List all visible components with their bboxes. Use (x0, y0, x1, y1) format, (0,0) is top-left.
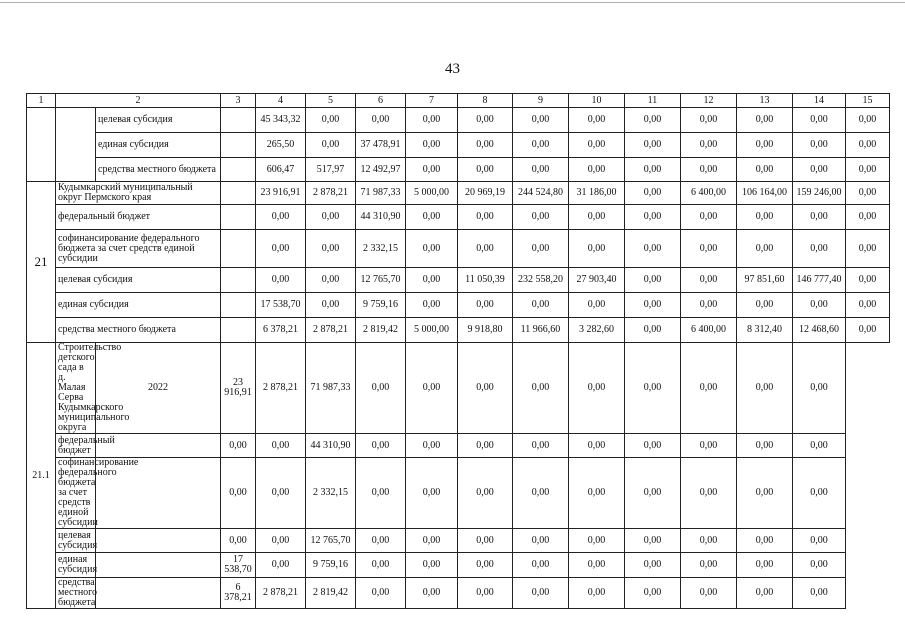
value-cell-col-6: 37 478,91 (356, 133, 406, 158)
row-label: средства местного бюджета (96, 158, 221, 182)
value-cell-col-11: 0,00 (569, 553, 625, 578)
value-cell-col-10: 0,00 (569, 230, 625, 268)
value-cell-col-10: 0,00 (513, 343, 569, 434)
value-cell-col-8: 0,00 (406, 553, 458, 578)
value-cell-col-7: 0,00 (406, 158, 458, 182)
budget-table (26, 93, 890, 609)
table-row (27, 108, 890, 133)
value-cell-col-6: 0,00 (356, 108, 406, 133)
value-cell-col-5: 2 878,21 (256, 343, 306, 434)
value-cell-col-7: 0,00 (356, 434, 406, 458)
value-cell-col-15: 0,00 (846, 182, 890, 205)
table-row (27, 434, 890, 458)
value-cell-col-7: 0,00 (356, 553, 406, 578)
value-cell-col-7: 0,00 (406, 230, 458, 268)
year-cell (221, 293, 256, 318)
value-cell-col-15: 0,00 (846, 133, 890, 158)
value-cell-col-12: 0,00 (681, 205, 737, 230)
year-cell (96, 553, 221, 578)
row-label: единая субсидия (96, 133, 221, 158)
value-cell-col-7: 0,00 (356, 458, 406, 529)
subnumber-cell (56, 108, 96, 182)
value-cell-col-13: 0,00 (681, 553, 737, 578)
value-cell-col-15: 0,00 (793, 434, 846, 458)
value-cell-col-7: 5 000,00 (406, 182, 458, 205)
value-cell-col-12: 0,00 (625, 578, 681, 609)
value-cell-col-8: 20 969,19 (458, 182, 513, 205)
value-cell-col-10: 0,00 (569, 108, 625, 133)
value-cell-col-14: 0,00 (737, 458, 793, 529)
table-row (27, 133, 890, 158)
table-row (27, 158, 890, 182)
value-cell-col-13: 0,00 (681, 578, 737, 609)
value-cell-col-13: 0,00 (737, 158, 793, 182)
value-cell-col-13: 0,00 (737, 293, 793, 318)
value-cell-col-11: 0,00 (625, 133, 681, 158)
value-cell-col-10: 0,00 (513, 529, 569, 553)
value-cell-col-11: 0,00 (625, 230, 681, 268)
value-cell-col-14: 0,00 (737, 553, 793, 578)
value-cell-col-10: 0,00 (513, 434, 569, 458)
row-label: софинансирование федерального бюджета за счет средств единой субсидии (56, 458, 96, 529)
value-cell-col-7: 0,00 (356, 578, 406, 609)
year-cell (221, 205, 256, 230)
table-row (27, 553, 890, 578)
table-row (27, 578, 890, 609)
value-cell-col-15: 0,00 (846, 268, 890, 293)
page-number: 43 (445, 61, 460, 77)
value-cell-col-13: 0,00 (681, 529, 737, 553)
value-cell-col-10: 0,00 (569, 205, 625, 230)
table-row (27, 343, 890, 434)
value-cell-col-11: 0,00 (625, 108, 681, 133)
value-cell-col-12: 0,00 (625, 458, 681, 529)
value-cell-col-13: 0,00 (737, 108, 793, 133)
year-cell (96, 529, 221, 553)
year-cell (221, 268, 256, 293)
value-cell-col-15: 0,00 (846, 318, 890, 343)
section-top (27, 108, 890, 182)
value-cell-col-5: 0,00 (306, 133, 356, 158)
table-row (27, 529, 890, 553)
value-cell-col-12: 0,00 (681, 108, 737, 133)
value-cell-col-5: 0,00 (306, 205, 356, 230)
value-cell-col-11: 0,00 (625, 268, 681, 293)
value-cell-col-5: 0,00 (256, 458, 306, 529)
value-cell-col-8: 0,00 (458, 158, 513, 182)
row-label: целевая субсидия (96, 108, 221, 133)
value-cell-col-4: 17 538,70 (221, 553, 256, 578)
value-cell-col-14: 0,00 (793, 133, 846, 158)
value-cell-col-8: 0,00 (458, 205, 513, 230)
value-cell-col-9: 244 524,80 (513, 182, 569, 205)
header-cell-5: 5 (306, 94, 356, 108)
value-cell-col-9: 0,00 (458, 553, 513, 578)
header-cell-2: 2 (56, 94, 221, 108)
value-cell-col-14: 0,00 (793, 230, 846, 268)
value-cell-col-6: 71 987,33 (356, 182, 406, 205)
value-cell-col-9: 0,00 (458, 434, 513, 458)
value-cell-col-5: 0,00 (256, 434, 306, 458)
header-cell-11: 11 (625, 94, 681, 108)
value-cell-col-9: 0,00 (513, 133, 569, 158)
row-label: софинансирование федерального бюджета за счет средств единой субсидии (56, 230, 221, 268)
value-cell-col-7: 0,00 (356, 529, 406, 553)
value-cell-col-8: 0,00 (406, 434, 458, 458)
value-cell-col-6: 44 310,90 (306, 434, 356, 458)
value-cell-col-11: 0,00 (569, 434, 625, 458)
value-cell-col-11: 0,00 (625, 318, 681, 343)
value-cell-col-7: 0,00 (356, 343, 406, 434)
value-cell-col-15: 0,00 (846, 108, 890, 133)
header-cell-12: 12 (681, 94, 737, 108)
value-cell-col-6: 12 765,70 (356, 268, 406, 293)
value-cell-col-8: 0,00 (458, 230, 513, 268)
value-cell-col-7: 0,00 (406, 268, 458, 293)
value-cell-col-12: 0,00 (681, 158, 737, 182)
value-cell-col-9: 0,00 (458, 343, 513, 434)
value-cell-col-9: 11 966,60 (513, 318, 569, 343)
value-cell-col-5: 2 878,21 (306, 318, 356, 343)
value-cell-col-4: 17 538,70 (256, 293, 306, 318)
value-cell-col-5: 0,00 (306, 108, 356, 133)
value-cell-col-6: 12 492,97 (356, 158, 406, 182)
section-21-1 (27, 343, 890, 609)
value-cell-col-12: 0,00 (681, 268, 737, 293)
header-cell-1: 1 (27, 94, 56, 108)
value-cell-col-12: 0,00 (625, 553, 681, 578)
item-number-21: 21 (27, 182, 56, 343)
value-cell-col-6: 12 765,70 (306, 529, 356, 553)
value-cell-col-11: 0,00 (625, 293, 681, 318)
value-cell-col-14: 0,00 (737, 343, 793, 434)
value-cell-col-8: 0,00 (406, 458, 458, 529)
value-cell-col-8: 0,00 (406, 529, 458, 553)
value-cell-col-9: 0,00 (458, 529, 513, 553)
value-cell-col-10: 0,00 (513, 458, 569, 529)
value-cell-col-8: 0,00 (406, 578, 458, 609)
value-cell-col-15: 0,00 (846, 293, 890, 318)
table-row (27, 205, 890, 230)
value-cell-col-4: 23 916,91 (256, 182, 306, 205)
header-cell-13: 13 (737, 94, 793, 108)
value-cell-col-11: 0,00 (625, 205, 681, 230)
value-cell-col-5: 2 878,21 (256, 578, 306, 609)
value-cell-col-14: 0,00 (793, 205, 846, 230)
row-label: средства местного бюджета (56, 578, 96, 609)
year-cell (96, 578, 221, 609)
value-cell-col-6: 9 759,16 (356, 293, 406, 318)
value-cell-col-4: 23 916,91 (221, 343, 256, 434)
value-cell-col-9: 0,00 (513, 108, 569, 133)
header-cell-15: 15 (846, 94, 890, 108)
value-cell-col-9: 0,00 (513, 205, 569, 230)
value-cell-col-8: 0,00 (458, 293, 513, 318)
header-cell-4: 4 (256, 94, 306, 108)
value-cell-col-10: 0,00 (569, 158, 625, 182)
value-cell-col-9: 0,00 (458, 578, 513, 609)
value-cell-col-13: 0,00 (681, 434, 737, 458)
value-cell-col-4: 45 343,32 (256, 108, 306, 133)
table-row (27, 230, 890, 268)
value-cell-col-12: 6 400,00 (681, 182, 737, 205)
value-cell-col-10: 27 903,40 (569, 268, 625, 293)
header-cell-9: 9 (513, 94, 569, 108)
value-cell-col-4: 6 378,21 (221, 578, 256, 609)
row-label: Строительство детского сада в д. Малая Серва Кудымкарского муниципального округа (56, 343, 96, 434)
value-cell-col-12: 0,00 (625, 434, 681, 458)
row-label: целевая субсидия (56, 268, 221, 293)
value-cell-col-12: 0,00 (681, 293, 737, 318)
value-cell-col-10: 31 186,00 (569, 182, 625, 205)
table-row (27, 318, 890, 343)
value-cell-col-9: 0,00 (513, 158, 569, 182)
value-cell-col-12: 0,00 (681, 133, 737, 158)
year-cell (221, 182, 256, 205)
value-cell-col-14: 0,00 (737, 434, 793, 458)
value-cell-col-13: 0,00 (737, 205, 793, 230)
value-cell-col-4: 0,00 (221, 458, 256, 529)
year-cell (221, 108, 256, 133)
value-cell-col-10: 0,00 (513, 553, 569, 578)
row-label: средства местного бюджета (56, 318, 221, 343)
value-cell-col-10: 0,00 (569, 133, 625, 158)
value-cell-col-5: 2 878,21 (306, 182, 356, 205)
row-label: федеральный бюджет (56, 434, 96, 458)
value-cell-col-5: 0,00 (256, 553, 306, 578)
value-cell-col-13: 97 851,60 (737, 268, 793, 293)
value-cell-col-13: 106 164,00 (737, 182, 793, 205)
year-cell (221, 158, 256, 182)
value-cell-col-15: 0,00 (793, 553, 846, 578)
value-cell-col-6: 2 332,15 (356, 230, 406, 268)
value-cell-col-14: 0,00 (793, 108, 846, 133)
header-cell-10: 10 (569, 94, 625, 108)
value-cell-col-7: 0,00 (406, 133, 458, 158)
value-cell-col-4: 0,00 (256, 268, 306, 293)
value-cell-col-5: 0,00 (306, 268, 356, 293)
value-cell-col-5: 517,97 (306, 158, 356, 182)
value-cell-col-13: 0,00 (681, 458, 737, 529)
value-cell-col-6: 2 819,42 (306, 578, 356, 609)
value-cell-col-12: 0,00 (625, 343, 681, 434)
value-cell-col-15: 0,00 (846, 230, 890, 268)
value-cell-col-15: 0,00 (846, 158, 890, 182)
item-number-21-1: 21.1 (27, 343, 56, 609)
header-cell-6: 6 (356, 94, 406, 108)
value-cell-col-11: 0,00 (625, 158, 681, 182)
value-cell-col-13: 8 312,40 (737, 318, 793, 343)
header-cell-14: 14 (793, 94, 846, 108)
year-cell (221, 133, 256, 158)
value-cell-col-5: 0,00 (256, 529, 306, 553)
row-label: единая субсидия (56, 553, 96, 578)
value-cell-col-15: 0,00 (793, 458, 846, 529)
value-cell-col-9: 0,00 (513, 230, 569, 268)
value-cell-col-8: 11 050,39 (458, 268, 513, 293)
value-cell-col-13: 0,00 (737, 133, 793, 158)
table-row (27, 182, 890, 205)
year-cell (221, 318, 256, 343)
row-label: федеральный бюджет (56, 205, 221, 230)
value-cell-col-14: 0,00 (737, 578, 793, 609)
value-cell-col-14: 0,00 (737, 529, 793, 553)
value-cell-col-12: 0,00 (681, 230, 737, 268)
value-cell-col-11: 0,00 (569, 343, 625, 434)
value-cell-col-7: 0,00 (406, 205, 458, 230)
value-cell-col-11: 0,00 (569, 529, 625, 553)
value-cell-col-4: 606,47 (256, 158, 306, 182)
value-cell-col-13: 0,00 (681, 343, 737, 434)
header-cell-7: 7 (406, 94, 458, 108)
row-label: целевая субсидия (56, 529, 96, 553)
header-cell-3: 3 (221, 94, 256, 108)
value-cell-col-6: 9 759,16 (306, 553, 356, 578)
value-cell-col-4: 6 378,21 (256, 318, 306, 343)
value-cell-col-14: 159 246,00 (793, 182, 846, 205)
year-cell: 2022 (96, 343, 221, 434)
row-label: Кудымкарский муниципальный округ Пермского края (56, 182, 221, 205)
value-cell-col-6: 44 310,90 (356, 205, 406, 230)
year-cell (221, 230, 256, 268)
scan-top-edge (0, 2, 905, 3)
number-cell (27, 108, 56, 182)
value-cell-col-6: 71 987,33 (306, 343, 356, 434)
value-cell-col-7: 5 000,00 (406, 318, 458, 343)
value-cell-col-14: 146 777,40 (793, 268, 846, 293)
value-cell-col-6: 2 332,15 (306, 458, 356, 529)
value-cell-col-5: 0,00 (306, 230, 356, 268)
value-cell-col-15: 0,00 (793, 529, 846, 553)
value-cell-col-11: 0,00 (569, 458, 625, 529)
table-row (27, 458, 890, 529)
value-cell-col-11: 0,00 (569, 578, 625, 609)
value-cell-col-8: 9 918,80 (458, 318, 513, 343)
value-cell-col-12: 0,00 (625, 529, 681, 553)
value-cell-col-4: 0,00 (221, 434, 256, 458)
value-cell-col-4: 0,00 (256, 230, 306, 268)
value-cell-col-14: 12 468,60 (793, 318, 846, 343)
value-cell-col-5: 0,00 (306, 293, 356, 318)
value-cell-col-7: 0,00 (406, 293, 458, 318)
value-cell-col-6: 2 819,42 (356, 318, 406, 343)
value-cell-col-15: 0,00 (793, 578, 846, 609)
value-cell-col-15: 0,00 (793, 343, 846, 434)
value-cell-col-9: 0,00 (513, 293, 569, 318)
table-row (27, 268, 890, 293)
value-cell-col-8: 0,00 (406, 343, 458, 434)
section-21 (27, 182, 890, 343)
value-cell-col-14: 0,00 (793, 293, 846, 318)
value-cell-col-12: 6 400,00 (681, 318, 737, 343)
value-cell-col-9: 232 558,20 (513, 268, 569, 293)
value-cell-col-4: 0,00 (221, 529, 256, 553)
value-cell-col-9: 0,00 (458, 458, 513, 529)
header-row (27, 94, 890, 108)
value-cell-col-8: 0,00 (458, 108, 513, 133)
value-cell-col-7: 0,00 (406, 108, 458, 133)
row-label: единая субсидия (56, 293, 221, 318)
value-cell-col-4: 0,00 (256, 205, 306, 230)
value-cell-col-15: 0,00 (846, 205, 890, 230)
value-cell-col-14: 0,00 (793, 158, 846, 182)
header-cell-8: 8 (458, 94, 513, 108)
value-cell-col-13: 0,00 (737, 230, 793, 268)
value-cell-col-11: 0,00 (625, 182, 681, 205)
value-cell-col-4: 265,50 (256, 133, 306, 158)
value-cell-col-10: 0,00 (513, 578, 569, 609)
value-cell-col-8: 0,00 (458, 133, 513, 158)
table-row (27, 293, 890, 318)
value-cell-col-10: 3 282,60 (569, 318, 625, 343)
value-cell-col-10: 0,00 (569, 293, 625, 318)
